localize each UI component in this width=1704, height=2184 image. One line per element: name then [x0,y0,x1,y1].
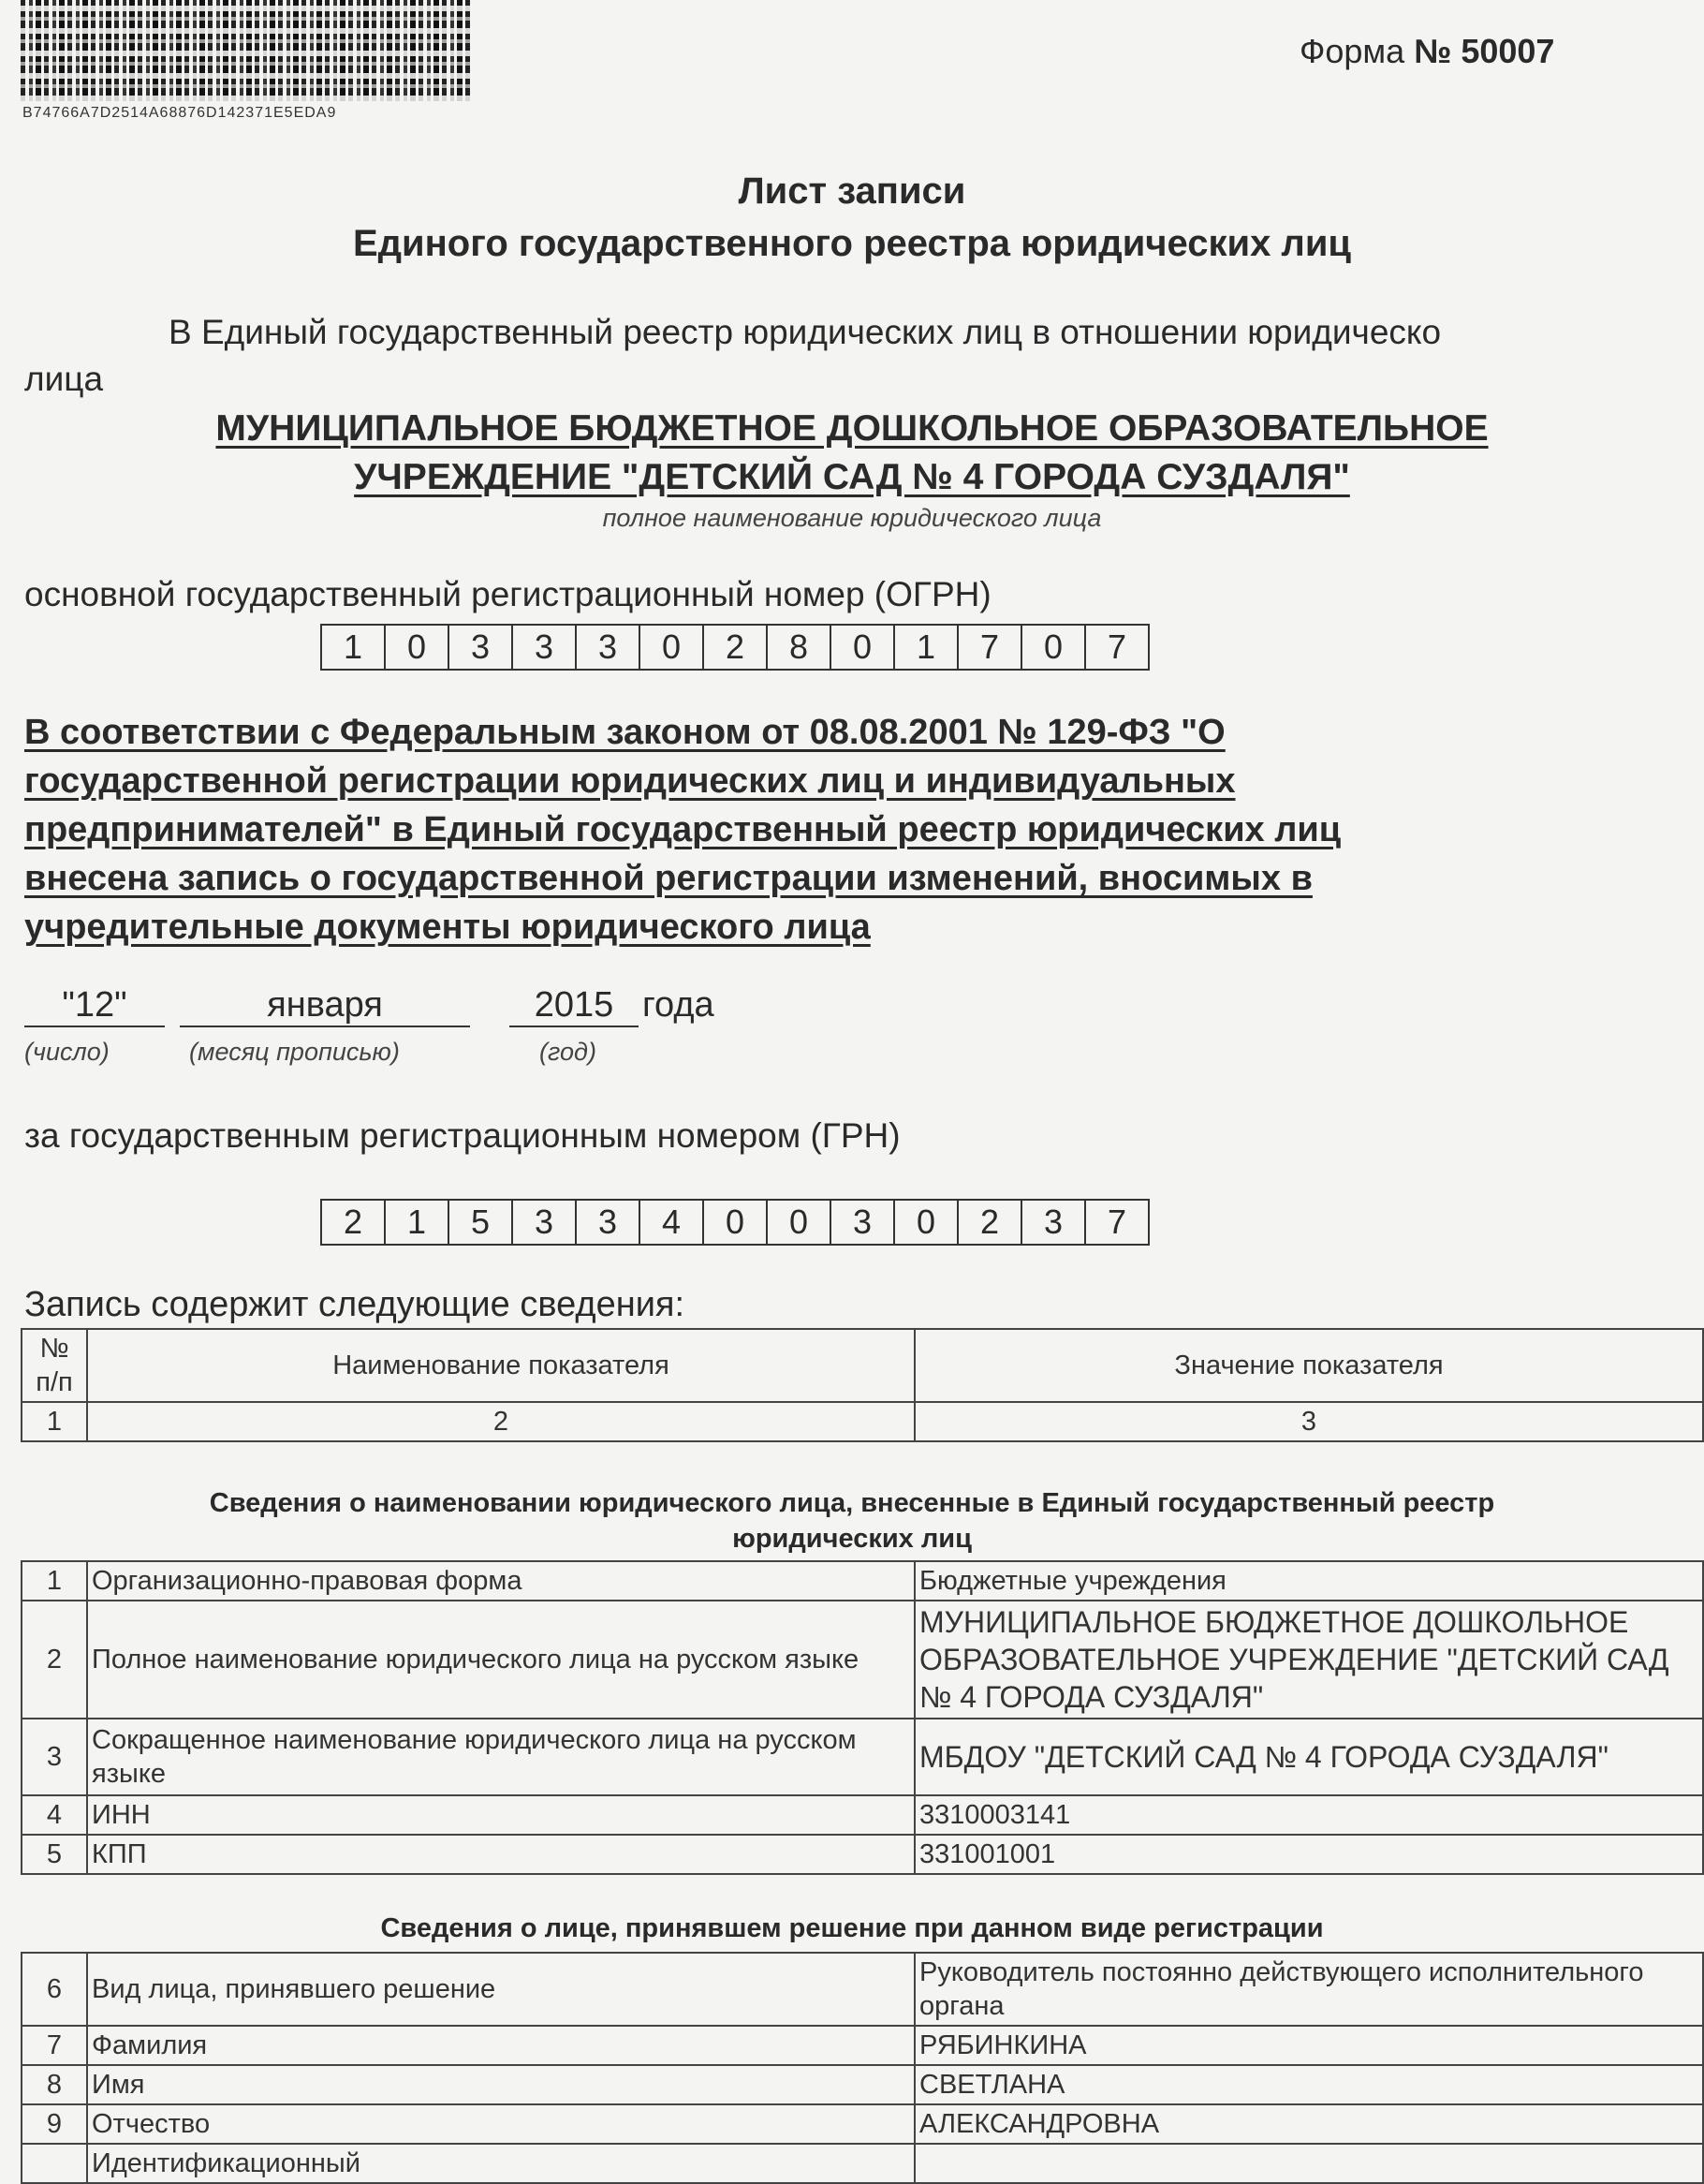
digit-cell: 3 [513,1201,577,1244]
table-row: Идентификационный [22,2144,1703,2183]
header-num: № п/п [22,1329,87,1402]
table-row: 1 2 3 [22,1402,1703,1441]
page-subtitle: Единого государственного реестра юридических лиц [352,223,1352,264]
grn-label: за государственным регистрационным номером (ГРН) [24,1116,901,1155]
digit-cell: 0 [895,1201,959,1244]
caption-year: (год) [539,1038,596,1066]
page-title: Лист записи [738,170,966,212]
digit-cell: 7 [1107,627,1127,666]
ogrn-digits [320,624,1150,671]
digit-cell: 4 [640,1201,704,1244]
table-row: 8 Имя СВЕТЛАНА [22,2065,1703,2104]
header-value: Значение показателя [915,1329,1703,1402]
digit-cell: 1 [322,626,386,669]
digit-cell: 1 [386,1201,449,1244]
table-row: 5 КПП 331001001 [22,1835,1703,1874]
digit-cell: 3 [577,626,640,669]
date-year: 2015 [509,985,639,1027]
digit-cell: 7 [1107,1203,1127,1241]
caption-month: (месяц прописью) [189,1038,400,1066]
digit-cell: 2 [704,626,768,669]
digit-cell: 2 [322,1201,386,1244]
barcode-id: B74766A7D2514A68876D142371E5EDA9 [22,105,337,121]
table-row: 9 Отчество АЛЕКСАНДРОВНА [22,2104,1703,2144]
date-day: "12" [24,985,165,1027]
name-table [21,1560,1704,1875]
header-table [21,1328,1704,1442]
person-table [21,1952,1704,2184]
section-title-person: Сведения о лице, принявшем решение при данном виде регистрации [380,1913,1324,1943]
digit-cell: 3 [831,1201,895,1244]
digit-cell: 2 [959,1201,1022,1244]
digit-cell: 5 [449,1201,513,1244]
table-row: 4 ИНН 3310003141 [22,1795,1703,1835]
table-row: 2 Полное наименование юридического лица на русском языке МУНИЦИПАЛЬНОЕ БЮДЖЕТНОЕ ДОШКОЛЬНОЕ ОБРАЗОВАТЕЛЬНОЕ УЧРЕЖДЕНИЕ "ДЕТСКИЙ САД № 4 ГОРОДА СУЗДАЛЯ" [22,1601,1703,1719]
digit-cell: 3 [1022,1201,1086,1244]
intro-text: В Единый государственный реестр юридических лиц в отношении юридическо [169,313,1442,351]
org-full-name: МУНИЦИПАЛЬНОЕ БЮДЖЕТНОЕ ДОШКОЛЬНОЕ ОБРАЗОВАТЕЛЬНОЕ УЧРЕЖДЕНИЕ "ДЕТСКИЙ САД № 4 ГОРОДА СУЗДАЛЯ" [215,408,1489,497]
digit-cell: 3 [513,626,577,669]
date-month: января [180,985,470,1027]
table-row: 7 Фамилия РЯБИНКИНА [22,2026,1703,2065]
header-name: Наименование показателя [87,1329,915,1402]
digit-cell: 0 [768,1201,831,1244]
table-row: 3 Сокращенное наименование юридического лица на русском языке МБДОУ "ДЕТСКИЙ САД № 4 ГОРОДА СУЗДАЛЯ" [22,1719,1703,1795]
digit-cell: 0 [1022,626,1086,669]
org-name-caption: полное наименование юридического лица [602,504,1102,532]
digit-cell: 0 [831,626,895,669]
digit-cell: 7 [959,626,1022,669]
record-label: Запись содержит следующие сведения: [24,1285,685,1324]
digit-cell: 0 [640,626,704,669]
law-statement: В соответствии с Федеральным законом от 08.08.2001 № 129-ФЗ "О государственной регистрации юридических лиц и индивидуальных предпринимателей" в Единый государственный реестр юридических лиц внесена запись о государственной регистрации изменений, вносимых в учредительные документы юридического лица [24,713,1342,947]
digit-cell: 0 [704,1201,768,1244]
digit-cell: 3 [577,1201,640,1244]
form-number: Форма № 50007 [1300,32,1555,70]
table-row: 1 Организационно-правовая форма Бюджетные учреждения [22,1561,1703,1601]
table-row [22,1329,1703,1402]
digit-cell: 1 [895,626,959,669]
digit-cell: 8 [768,626,831,669]
caption-day: (число) [24,1038,110,1066]
ogrn-label: основной государственный регистрационный номер (ОГРН) [24,575,992,613]
digit-cell: 0 [386,626,449,669]
barcode [21,0,470,101]
table-row: 6 Вид лица, принявшего решение Руководитель постоянно действующего исполнительного органа [22,1953,1703,2026]
grn-digits [320,1199,1150,1246]
section-title-name: Сведения о наименовании юридического лица, внесенные в Единый государственный реестр юридических лиц [209,1488,1495,1554]
digit-cell: 3 [449,626,513,669]
intro-text-2: лица [24,360,104,398]
date-suffix: года [642,985,714,1025]
